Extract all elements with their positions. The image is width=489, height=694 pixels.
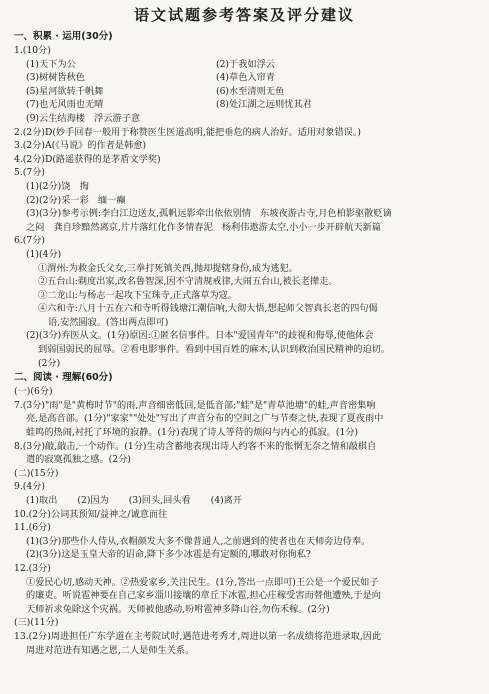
q2-answer: 2.(2分)D(妙手回春一般用于称赞医生医道高明,能把垂危的病人治好。适用对象错误。) (14, 126, 362, 138)
q6-answer: 到弱国弱民的屈辱。②看电影事件。看到中国百姓的麻木,认识到救治国民精神的迫切。 (38, 344, 391, 356)
q9-answer: (4)离开 (210, 495, 243, 506)
q7-answer: 7.(3分)"雨"是"黄梅时节"的雨,声音细密低回,是低音部;"蛙"是"青草池塘"的蛙,声音密集响 (14, 399, 376, 411)
q6-answer: (2)(3分)弃医从文。(1分)原因:①匿名信事件。日本"爱国青年"的歧视和侮辱,使他体会 (26, 330, 374, 342)
q12-answer: ①爱民心切,感动天神。②热爱家乡,关注民生。(1分,答出一点即可)王公是一个爱民如子 (26, 576, 379, 588)
q7-answer: 亮,是高音部。(1分)"家家""处处"写出了声音分布的空间之广与节奏之快,表现了夏夜雨中 (26, 413, 384, 425)
q9-answer-row (14, 494, 475, 508)
q9-answer: (1)取出 (26, 495, 58, 506)
part-heading: (一)(6分) (14, 386, 53, 398)
q6-answer: ④六和寺:八月十五在六和寺听得钱塘江潮信响,大彻大悟,想起师父智真长老的四句偈 (38, 303, 378, 315)
q12-heading: 12.(3分) (14, 562, 51, 574)
q13-answer: 13.(2分)周进担任广东学道在主考院试时,遇范进考秀才,周进以第一名成绩将范进录取,因此 (14, 630, 382, 642)
q5-heading: 5.(7分) (14, 167, 45, 179)
q7-answer: 蛙鸣的热闹,衬托了环境的寂静。(1分)表现了诗人等待的烦闷与内心的孤寂。(1分) (26, 427, 359, 439)
q1-answer: (2)于我如浮云 (216, 58, 275, 70)
q1-answer: (3)树树皆秋色 (26, 72, 85, 84)
q6-answer: ③二龙山:与杨志一起攻下宝珠寺,正式落草为寇。 (38, 289, 237, 301)
q5-answer: (2)(2分)采一彩 缅一癫 (26, 194, 126, 206)
q1-answer: (8)处江湖之远则忧其君 (216, 99, 312, 111)
q1-answer: (6)水至清则无鱼 (216, 85, 285, 97)
section-1-heading: 一、积累 · 运用(30分) (14, 31, 113, 42)
q10-answer: 10.(2分)公词其预知/益神之/诚意而往 (14, 508, 168, 520)
q8-answer: 8.(3分)敲,敲击,一个动作。(1分)生动含蓄地表现出诗人约客不来的怅惘无奈之情和敲棋自 (14, 440, 377, 452)
q5-answer: (3)(3分)参考示例:李白江边送友,孤帆远影牵出依依别情 东坡夜游古寺,月色柏影驱散贬谪 (26, 208, 392, 220)
q6-answer: ②五台山:剃度出家,改名鲁智深,因不守清规戒律,大闹五台山,被长老撵走。 (38, 276, 338, 288)
q12-answer: 的廉吏。听说雹神要在自己家乡淄川接壤的章丘下冰雹,担心庄稼受害而替他遭殃,于是向 (26, 590, 381, 602)
q3-answer: 3.(2分)A(《马说》的作者是韩愈) (14, 140, 147, 152)
part-heading: (三)(11分) (14, 617, 59, 629)
q5-answer: 之闷 龚自珍黯然离京,片片落红化作多情春泥 杨利伟遨游太空,小小一步开辟航天新篇 (26, 221, 381, 233)
q11-answer: (2)(3分)这是玉皇大帝的诏命,降下多少冰雹是有定额的,哪敢对你徇私? (26, 549, 311, 561)
section-2-heading: 二、阅读 · 理解(60分) (14, 372, 113, 384)
q1-answer: (9)云生结海楼 浮云游子意 (26, 112, 141, 124)
page-title: 语文试题参考答案及评分建议 (133, 6, 355, 24)
q6-sub-heading: (1)(4分) (26, 248, 62, 260)
q5-answer: (1)(2分)饶 掏 (26, 180, 89, 192)
q1-answer: (1)天下为公 (26, 58, 76, 70)
q12-answer: 天师祈求免除这个灾祸。天师被他感动,吩咐雹神多降山谷,勿伤禾稼。(2分) (26, 603, 330, 615)
q6-answer: ①渭州:为救金氏父女,三拳打死镇关西,抛却提辖身份,成为逃犯。 (38, 262, 298, 274)
q1-answer: (5)星河欲转千帆舞 (26, 85, 104, 97)
q6-heading: 6.(7分) (14, 235, 45, 247)
q1-answer: (7)也无风雨也无晴 (26, 99, 104, 111)
part-heading: (二)(15分) (14, 467, 59, 479)
q1-answer-grid (14, 58, 475, 112)
q8-answer: 遣的寂寞孤独之感。(2分) (26, 454, 131, 466)
q9-answer: (2)因为 (77, 495, 109, 506)
q4-answer: 4.(2分)D(路遥获得的是茅盾文学奖) (14, 153, 161, 165)
q1-answer: (4)草色入帘青 (216, 72, 275, 84)
q6-answer: 语,安然圆寂。(答出两点即可) (48, 316, 169, 328)
q13-answer: 周进对范进有知遇之恩,二人是师生关系。 (26, 644, 195, 656)
q11-heading: 11.(6分) (14, 522, 51, 534)
q1-heading: 1.(10分) (14, 45, 51, 56)
q11-answer: (1)(3分)那些仆人侍从,衣帽颜发大多不像普通人,之前遇到的使者也在天师旁边侍奉。 (26, 535, 371, 547)
q9-answer: (3)回头,回头看 (128, 495, 191, 506)
q9-heading: 9.(4分) (14, 481, 45, 493)
q6-answer: (2分) (38, 357, 61, 369)
